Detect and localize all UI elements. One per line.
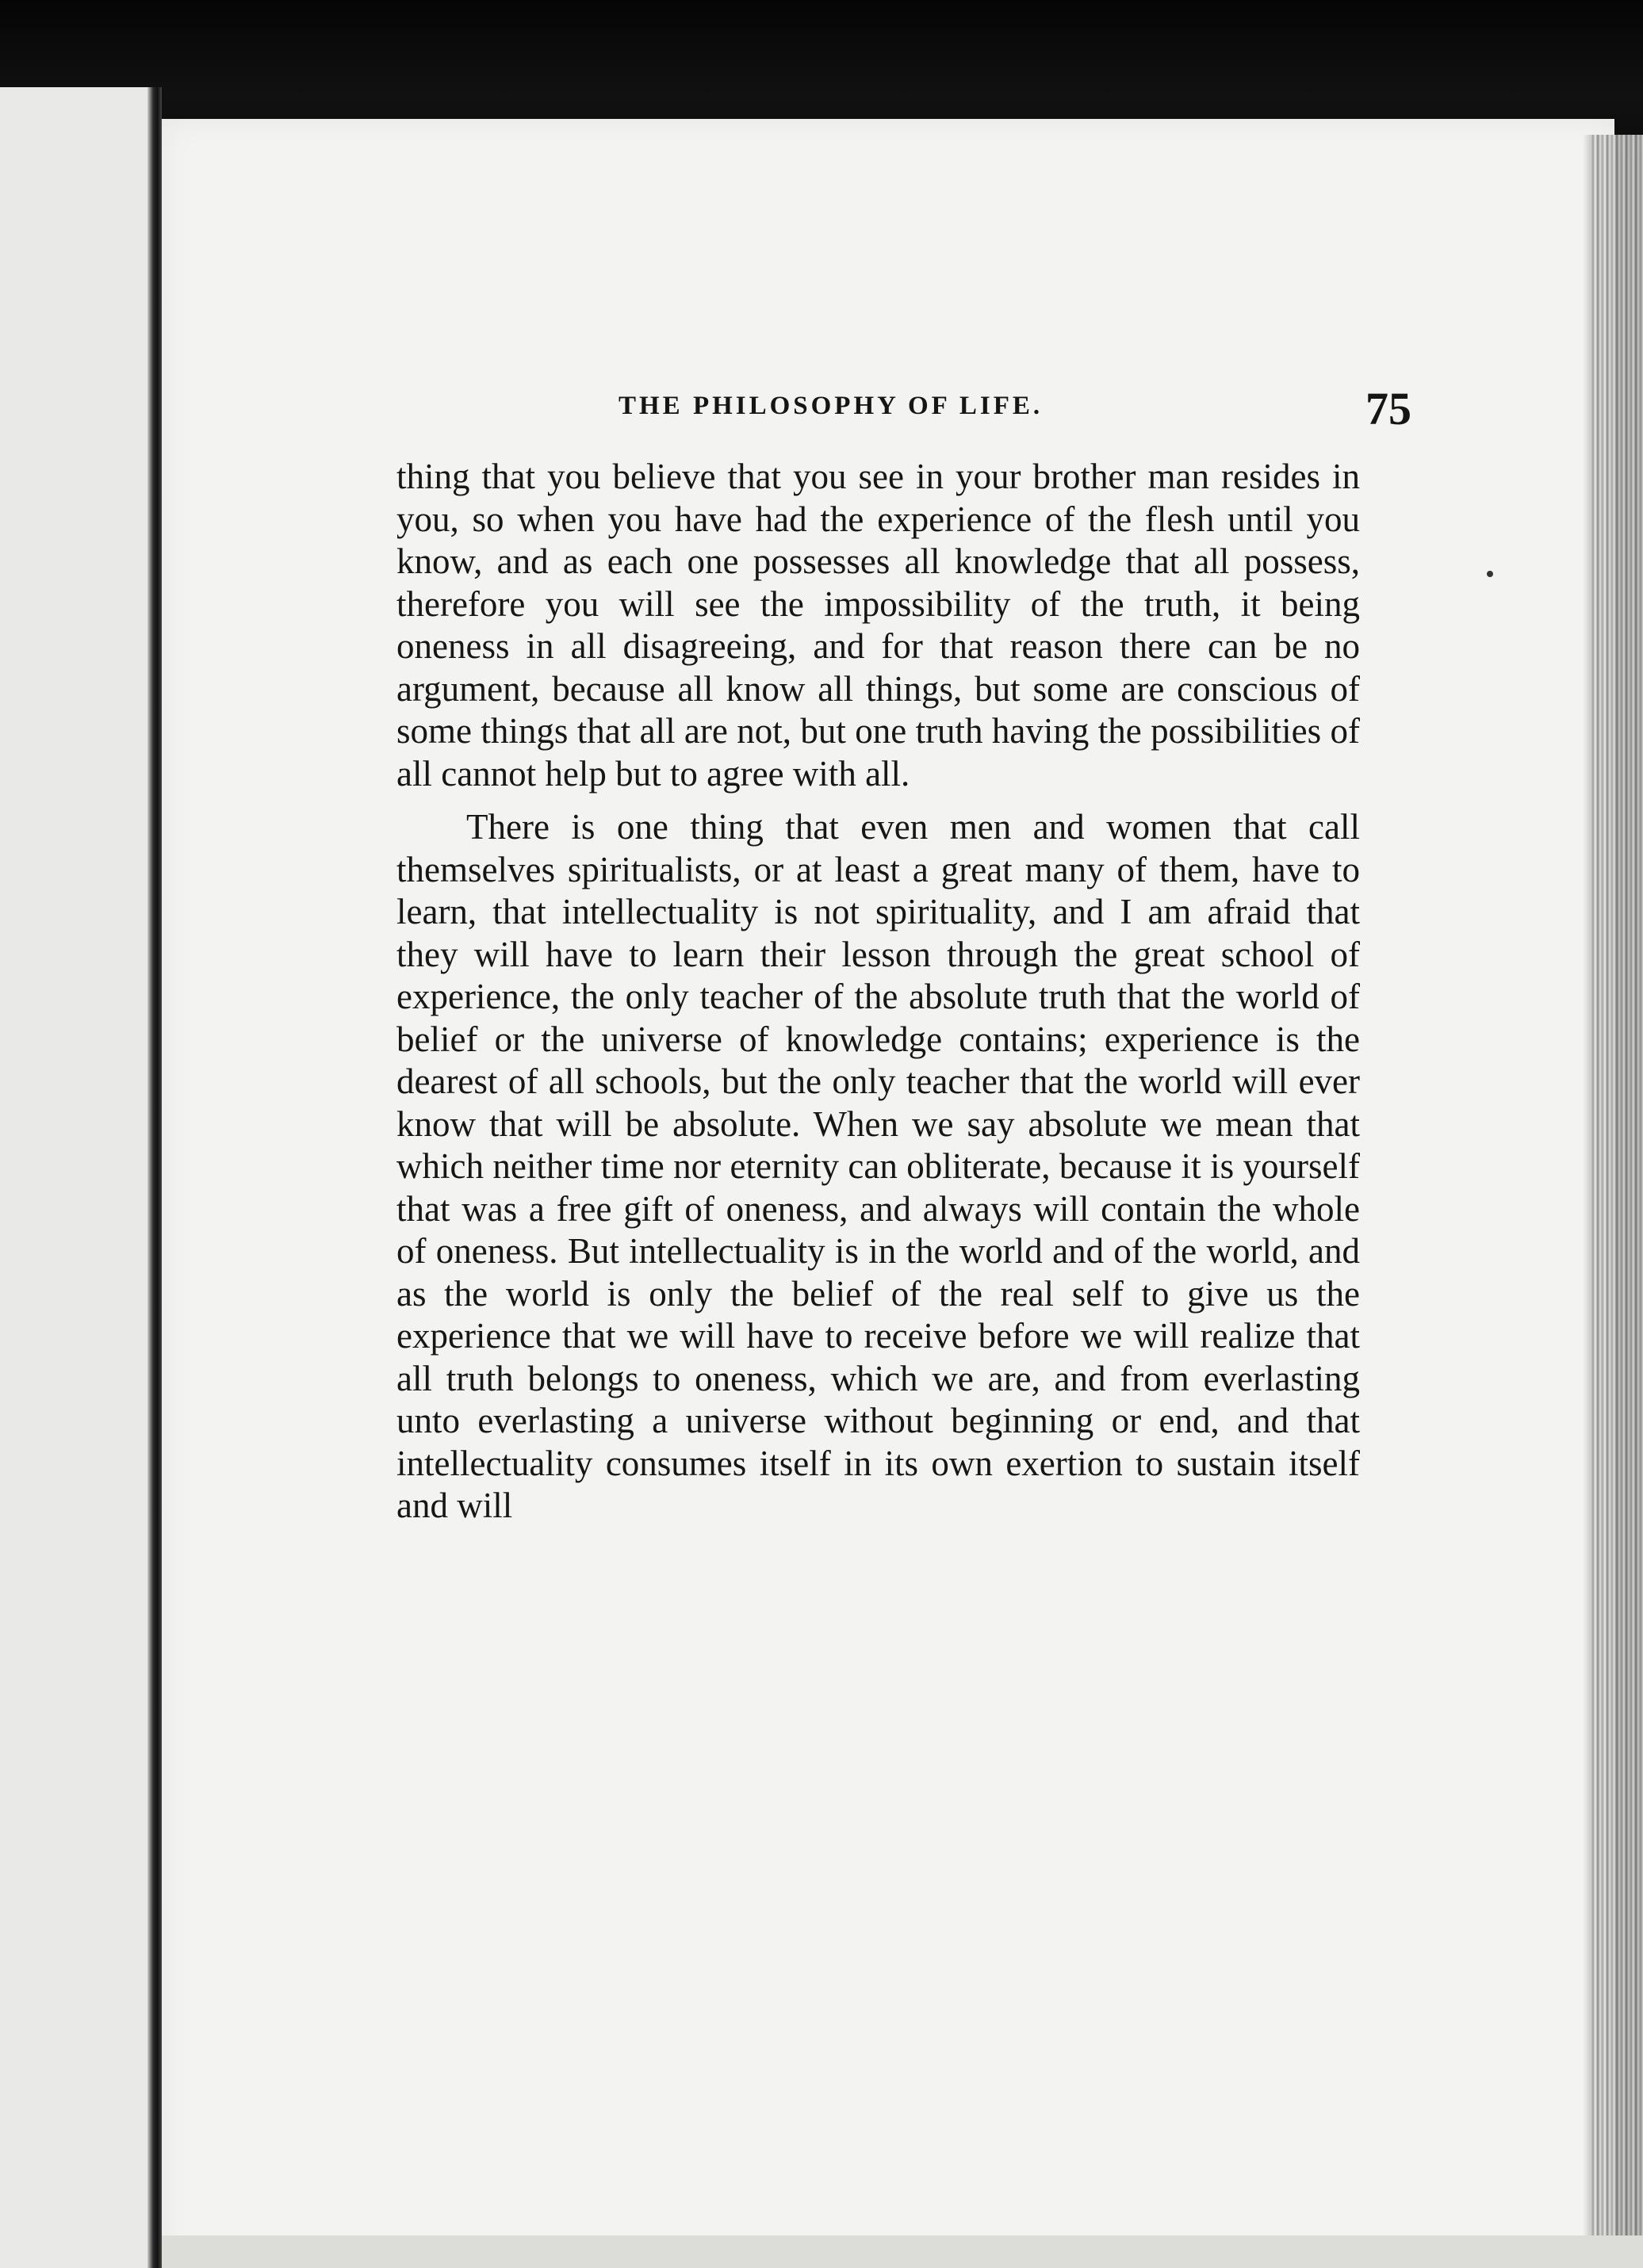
paragraph-intellectuality: There is one thing that even men and women that call themselves spiritualists, or at least a great many of them, have to learn, that intellectuality is not spirituality, and I am afraid that they will have to learn their lesson through the great school of experience, the only teacher of the absolute truth that the world of belief or the universe of knowledge contains; experience is the dearest of all schools, but the only teacher that the world will ever know that will be absolute. When we say absolute we mean that which neither time nor eternity can obliterate, because it is yourself that was a free gift of oneness, and always will contain the whole of oneness. But intellectuality is in the world and of the world, and as the world is only the belief of the real self to give us the experience that we will have to receive before we will realize that all truth belongs to oneness, which we are, and from everlasting unto everlasting a universe without beginning or end, and that intellectuality consumes itself in its own exertion to sustain itself and will [396, 807, 1360, 1525]
page-header [619, 383, 1411, 447]
page-body-text [396, 456, 1360, 1528]
page-bottom-edge [162, 2235, 1643, 2268]
book-gutter [147, 87, 162, 2268]
previous-page-edge [0, 87, 157, 2268]
page-stack-edge [1591, 135, 1643, 2268]
paragraph-continued: thing that you believe that you see in your brother man resides in you, so when you have had the experience of the flesh until you know, and as each one possesses all knowledge that all possess, therefore you will see the impossibility of the truth, it being oneness in all disagreeing, and for that reason there can be no argument, because all know all things, but some are conscious of some things that all are not, but one truth having the possibilities of all cannot help but to agree with all. [396, 457, 1360, 794]
scan-speck [1487, 571, 1493, 577]
page-number: 75 [1365, 383, 1411, 434]
running-title: THE PHILOSOPHY OF LIFE. [619, 392, 1044, 420]
